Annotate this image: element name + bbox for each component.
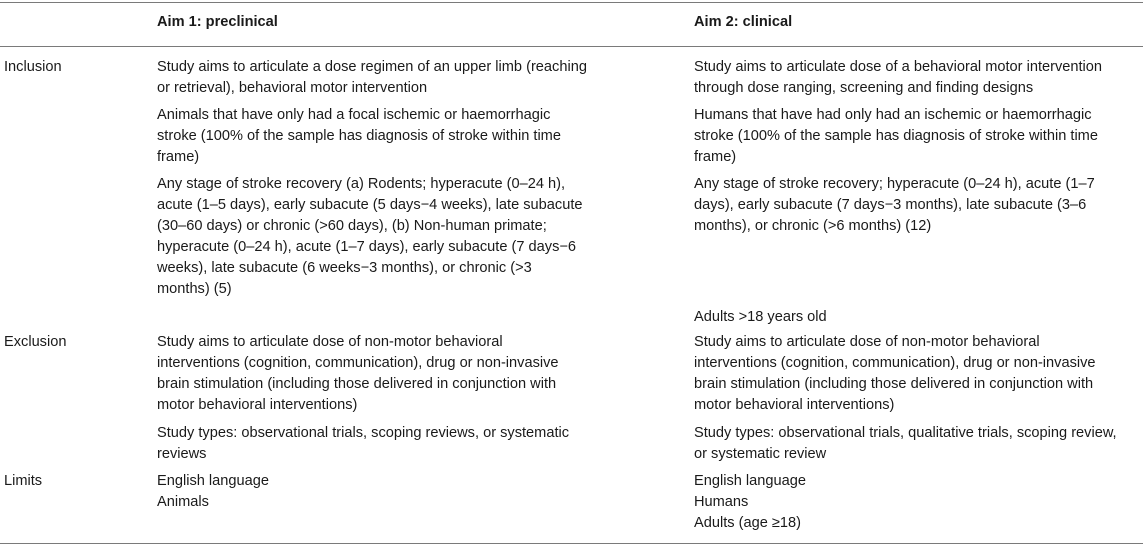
cell-text-line: Study types: observational trials, qualitative trials, scoping review, [694, 425, 1117, 441]
cell-text-line: months) (5) [157, 281, 232, 297]
cell-exclusion-aim2-para-0 [694, 332, 1139, 416]
cell-text-line: through dose ranging, screening and finding designs [694, 80, 1034, 96]
cell-limits-aim1-para-0 [157, 471, 617, 513]
cell-text-line: Study aims to articulate dose of non-motor behavioral [157, 334, 503, 350]
table-bottom-rule [0, 543, 1143, 544]
cell-text-line: months), or chronic (>6 months) (12) [694, 218, 932, 234]
cell-text-line: English language [157, 473, 269, 489]
cell-inclusion-aim1-para-1 [157, 105, 617, 168]
cell-exclusion-aim1-para-0 [157, 332, 617, 416]
cell-text-line: Study aims to articulate a dose regimen of an upper limb (reaching [157, 59, 587, 75]
cell-text-line: Study aims to articulate dose of a behavioral motor intervention [694, 59, 1103, 75]
cell-text-line: Animals that have only had a focal ischemic or haemorrhagic [157, 107, 551, 123]
cell-text-line: interventions (cognition, communication), drug or non-invasive [157, 355, 559, 371]
cell-text-line: brain stimulation (including those delivered in conjunction with [694, 376, 1094, 392]
cell-text-line: motor behavioral interventions) [157, 397, 358, 413]
cell-text-line: Animals [157, 494, 209, 510]
cell-text-line: days), early subacute (7 days−3 months), late subacute (3–6 [694, 197, 1087, 213]
cell-text-line: acute (1–5 days), early subacute (5 days−4 weeks), late subacute [157, 197, 583, 213]
cell-text-line: hyperacute (0–24 h), acute (1–7 days), early subacute (7 days−6 [157, 239, 577, 255]
cell-limits-aim2-para-0 [694, 471, 1139, 534]
row-label-inclusion: Inclusion [4, 59, 62, 75]
cell-text-line: stroke (100% of the sample has diagnosis of stroke within time [157, 128, 561, 144]
cell-text-line: Any stage of stroke recovery (a) Rodents; hyperacute (0–24 h), [157, 176, 566, 192]
cell-inclusion-aim2-para-1 [694, 105, 1139, 168]
cell-text-line: or retrieval), behavioral motor intervention [157, 80, 428, 96]
cell-inclusion-aim2-para-2 [694, 174, 1139, 237]
cell-text-line: (30–60 days) or chronic (>60 days), (b) Non-human primate; [157, 218, 547, 234]
cell-text-line: frame) [694, 149, 737, 165]
row-label-limits: Limits [4, 473, 43, 489]
cell-inclusion-aim2-para-0 [694, 57, 1139, 99]
header-rule [0, 46, 1143, 47]
cell-inclusion-aim1-para-0 [157, 57, 617, 99]
table-top-rule [0, 2, 1143, 3]
cell-text-line: frame) [157, 149, 200, 165]
cell-text-line: English language [694, 473, 806, 489]
cell-text-line: weeks), late subacute (6 weeks−3 months), or chronic (>3 [157, 260, 532, 276]
cell-text-line: Adults >18 years old [694, 309, 827, 325]
cell-text-line: interventions (cognition, communication), drug or non-invasive [694, 355, 1096, 371]
cell-inclusion-aim2-para-3 [694, 307, 1139, 328]
cell-text-line: Humans [694, 494, 749, 510]
cell-exclusion-aim1-para-1 [157, 423, 617, 465]
cell-text-line: or systematic review [694, 446, 827, 462]
cell-exclusion-aim2-para-1 [694, 423, 1139, 465]
column-header-aim2: Aim 2: clinical [694, 14, 793, 30]
cell-text-line: Any stage of stroke recovery; hyperacute (0–24 h), acute (1–7 [694, 176, 1095, 192]
cell-text-line: motor behavioral interventions) [694, 397, 895, 413]
cell-text-line: Study aims to articulate dose of non-motor behavioral [694, 334, 1040, 350]
cell-text-line: brain stimulation (including those delivered in conjunction with [157, 376, 557, 392]
cell-text-line: Adults (age ≥18) [694, 515, 801, 531]
cell-text-line: Study types: observational trials, scoping reviews, or systematic [157, 425, 570, 441]
row-label-exclusion: Exclusion [4, 334, 67, 350]
cell-text-line: Humans that have had only had an ischemic or haemorrhagic [694, 107, 1092, 123]
column-header-aim1: Aim 1: preclinical [157, 14, 278, 30]
cell-inclusion-aim1-para-2 [157, 174, 617, 300]
cell-text-line: stroke (100% of the sample has diagnosis of stroke within time [694, 128, 1098, 144]
cell-text-line: reviews [157, 446, 207, 462]
